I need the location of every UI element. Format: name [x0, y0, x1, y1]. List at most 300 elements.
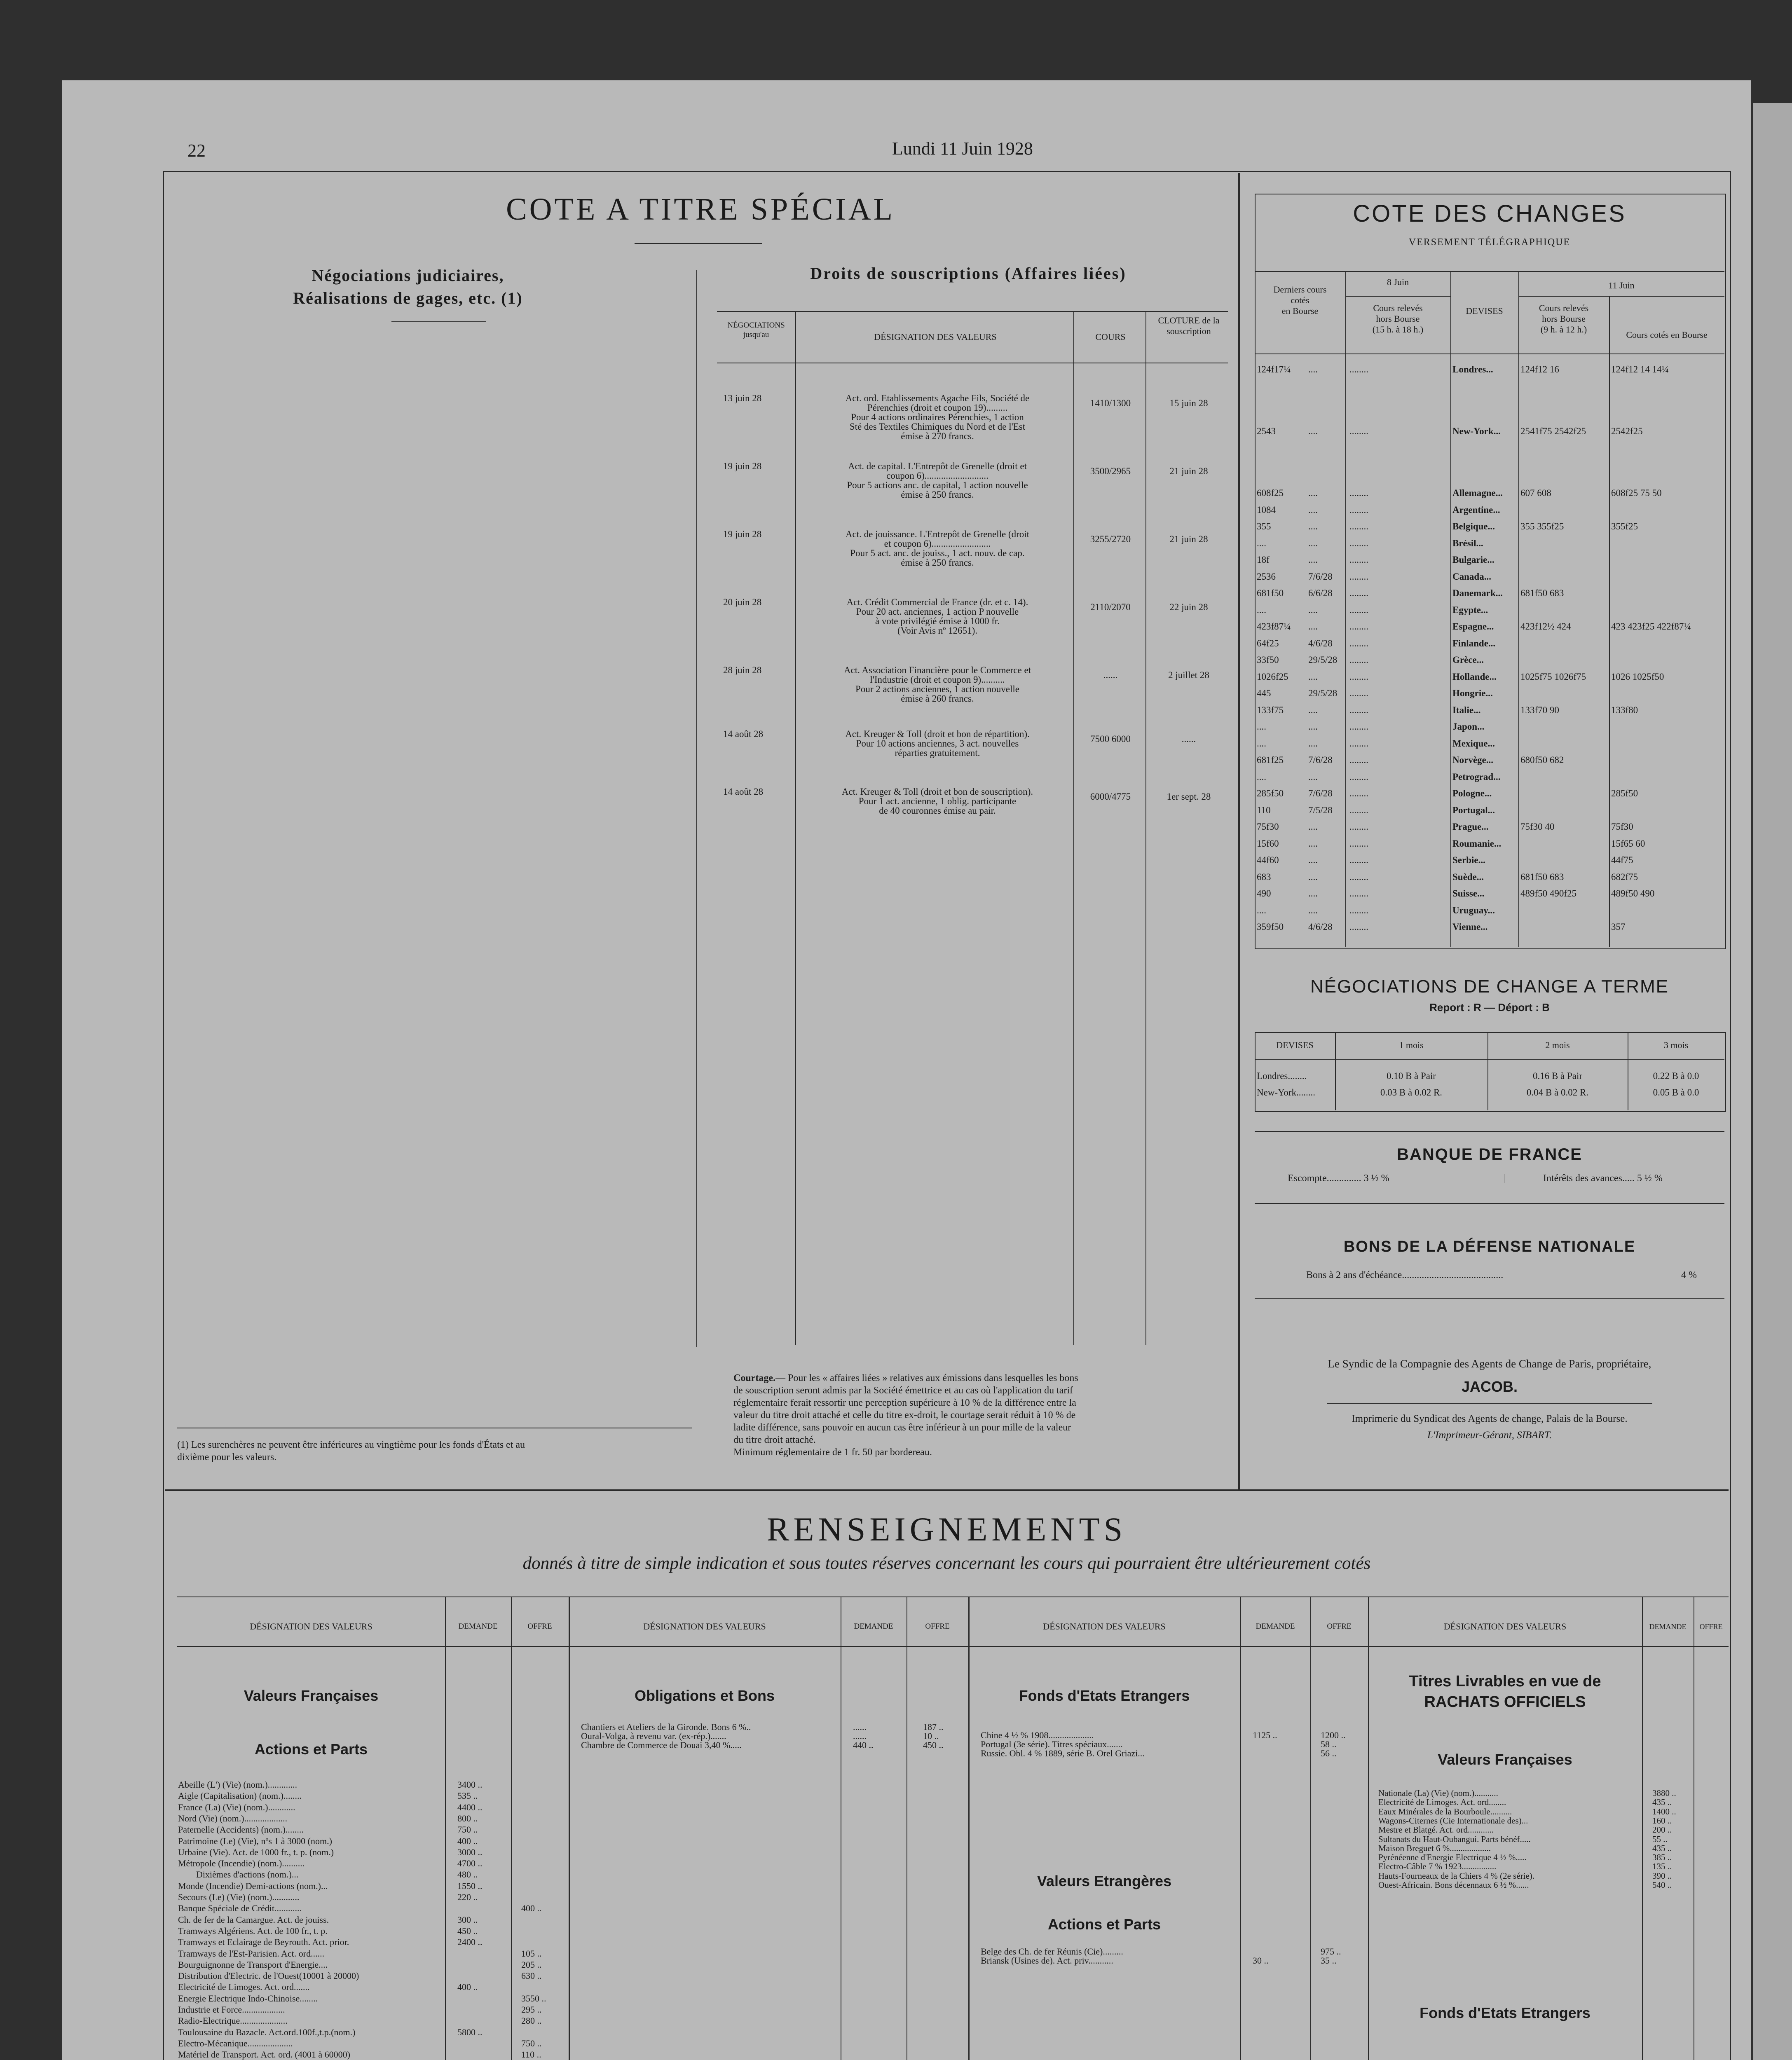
- page-date: Lundi 11 Juin 1928: [892, 138, 1033, 159]
- c4-row-demande: 160 ..: [1652, 1816, 1672, 1826]
- c3-row-offre: 56 ..: [1321, 1748, 1337, 1758]
- facing-page-edge: [1753, 103, 1792, 2060]
- droits-row-text: Act. Crédit Commercial de France (dr. et c. 14). Pour 20 act. anciennes, 1 action P nouvelle à vote privilégié émise à 1000 fr. (Voir Avis nº 12651).: [846, 597, 1028, 636]
- droits-row-date: 19 juin 28: [723, 529, 762, 539]
- changes-row-last: 423f87¼: [1257, 621, 1291, 632]
- c1-row-demande: 480 ..: [457, 1869, 478, 1880]
- c1-row-label: Patrimoine (Le) (Vie), nºs 1 à 3000 (nom.): [178, 1836, 332, 1846]
- c1-row-label: Banque Spéciale de Crédit............: [178, 1903, 302, 1913]
- changes-row-last: 681f25: [1257, 755, 1284, 765]
- c4-heading-valeurs: Valeurs Françaises: [1438, 1751, 1572, 1768]
- changes-row-leader: ........: [1349, 538, 1368, 548]
- c1-row-demande: 750 ..: [457, 1824, 478, 1835]
- droits-col-cours: COURS: [1095, 332, 1126, 342]
- droits-row-cloture: ......: [1181, 734, 1196, 744]
- c4-row-demande: 435 ..: [1652, 1843, 1672, 1853]
- changes-col-releves-hors: Cours relevés hors Bourse (15 h. à 18 h.): [1372, 303, 1424, 335]
- changes-row-hors-bourse: 75f30 40: [1520, 822, 1555, 832]
- c1-heading-actions: Actions et Parts: [254, 1741, 368, 1758]
- renseignements-head-bottom: [177, 1646, 1729, 1647]
- changes-col-cotes: Cours cotés en Bourse: [1626, 330, 1708, 340]
- changes-row-leader: ........: [1349, 705, 1368, 715]
- changes-col-line: [1345, 271, 1346, 947]
- changes-row-devise: Londres...: [1452, 365, 1493, 375]
- changes-row-last: 608f25: [1257, 488, 1284, 498]
- changes-row-devise: Pologne...: [1452, 789, 1492, 798]
- changes-row-devise: Norvège...: [1452, 755, 1493, 765]
- renseignements-subtitle: donnés à titre de simple indication et sous toutes réserves concernant les cours qui pourraient être ultérieurement cotés: [522, 1554, 1371, 1573]
- changes-row-cote-bourse: 355f25: [1611, 522, 1638, 531]
- r-col-line: [1310, 1596, 1311, 2060]
- changes-row-devise: Espagne...: [1452, 622, 1494, 632]
- terme-row-devise: New-York........: [1257, 1088, 1316, 1098]
- droits-row-date: 20 juin 28: [723, 597, 762, 607]
- changes-row-hors-bourse: 607 608: [1520, 488, 1551, 498]
- droits-row-cloture: 1er sept. 28: [1167, 791, 1211, 802]
- c3-heading-valeurs-etrangeres: Valeurs Etrangères: [1037, 1873, 1172, 1889]
- changes-row-date: ....: [1308, 555, 1318, 565]
- changes-row-last: 2536: [1257, 571, 1276, 582]
- c1-row-demande: 3400 ..: [457, 1779, 483, 1790]
- imprimerie: Imprimerie du Syndicat des Agents de change, Palais de la Bourse.: [1352, 1413, 1628, 1424]
- c2-row-offre: 10 ..: [923, 1731, 939, 1741]
- c1-row-label: Monde (Incendie) Demi-actions (nom.)...: [178, 1881, 328, 1891]
- changes-row-hors-bourse: 355 355f25: [1520, 521, 1564, 531]
- changes-row-cote-bourse: 44f75: [1611, 855, 1633, 865]
- r-col-demande-2: DEMANDE: [854, 1622, 893, 1631]
- changes-row-last: 124f17¼: [1257, 364, 1291, 375]
- changes-row-date: ....: [1308, 426, 1318, 436]
- changes-row-last: 133f75: [1257, 705, 1284, 715]
- changes-row-last: 359f50: [1257, 922, 1284, 932]
- changes-row-date: 7/6/28: [1308, 571, 1333, 582]
- changes-col-11juin: 11 Juin: [1608, 280, 1635, 290]
- r-col-offre-4: OFFRE: [1699, 1622, 1723, 1631]
- banque-separator: |: [1504, 1173, 1506, 1184]
- droits-row-cloture: 22 juin 28: [1169, 602, 1208, 612]
- changes-row-leader: ........: [1349, 655, 1368, 665]
- changes-row-devise: Uruguay...: [1452, 906, 1495, 915]
- changes-row-leader: ........: [1349, 905, 1368, 915]
- changes-row-date: ....: [1308, 672, 1318, 682]
- c1-row-offre: 3550 ..: [521, 1993, 546, 2004]
- changes-row-leader: ........: [1349, 855, 1368, 865]
- c3-row-demande: 30 ..: [1253, 1955, 1269, 1966]
- c4-row-label: Nationale (La) (Vie) (nom.)...........: [1378, 1788, 1498, 1798]
- changes-row-devise: New-York...: [1452, 426, 1501, 436]
- changes-row-date: ....: [1308, 838, 1318, 849]
- droits-col-designation: DÉSIGNATION DES VALEURS: [874, 332, 997, 342]
- changes-row-leader: ........: [1349, 755, 1368, 765]
- changes-row-date: 4/6/28: [1308, 638, 1333, 648]
- changes-row-devise: Danemark...: [1452, 588, 1503, 598]
- changes-row-last: 681f50: [1257, 588, 1284, 598]
- c4-heading-rachats: RACHATS OFFICIELS: [1424, 1693, 1586, 1711]
- terme-row-2mois: 0.04 B à 0.02 R.: [1526, 1087, 1589, 1098]
- changes-row-cote-bourse: 489f50 490: [1611, 889, 1655, 899]
- changes-row-last: ....: [1257, 605, 1266, 615]
- changes-row-devise: Japon...: [1452, 722, 1485, 732]
- changes-row-date: ....: [1308, 538, 1318, 548]
- r-col-offre-1: OFFRE: [527, 1622, 552, 1631]
- c4-row-demande: 540 ..: [1652, 1880, 1672, 1890]
- c1-row-label: Aigle (Capitalisation) (nom.)........: [178, 1791, 302, 1801]
- r-col-demande-1: DEMANDE: [458, 1622, 498, 1631]
- changes-row-date: ....: [1308, 621, 1318, 632]
- c1-row-offre: 400 ..: [521, 1903, 542, 1913]
- c1-row-demande: 400 ..: [457, 1836, 478, 1846]
- droits-col-negociations: NÉGOCIATIONS jusqu'au: [727, 321, 785, 339]
- droits-row-date: 14 août 28: [723, 787, 764, 797]
- r-col-designation-1: DÉSIGNATION DES VALEURS: [250, 1621, 372, 1632]
- changes-row-devise: Serbie...: [1452, 855, 1485, 865]
- changes-row-last: 75f30: [1257, 822, 1279, 832]
- changes-row-date: ....: [1308, 521, 1318, 531]
- c1-row-offre: 280 ..: [521, 2016, 542, 2026]
- changes-row-date: 29/5/28: [1308, 655, 1338, 665]
- c4-row-demande: 385 ..: [1652, 1852, 1672, 1862]
- c1-row-label: Energie Electrique Indo-Chinoise........: [178, 1994, 318, 2004]
- c1-row-label: Dixièmes d'actions (nom.)...: [178, 1870, 299, 1880]
- r-col-designation-2: DÉSIGNATION DES VALEURS: [643, 1621, 766, 1632]
- changes-row-date: 29/5/28: [1308, 688, 1338, 698]
- c4-row-label: Pyrénéenne d'Energie Electrique 4 ½ %.....: [1378, 1852, 1527, 1862]
- c1-row-label: Nord (Vie) (nom.)...................: [178, 1814, 288, 1824]
- changes-row-cote-bourse: 75f30: [1611, 822, 1633, 832]
- droits-row-cours: ......: [1103, 670, 1118, 680]
- changes-row-cote-bourse: 423 423f25 422f87¼: [1611, 622, 1691, 632]
- changes-row-last: 64f25: [1257, 638, 1279, 648]
- c4-row-label: Mestre et Blatgé. Act. ord............: [1378, 1825, 1494, 1835]
- banque-bottom-rule: [1255, 1203, 1724, 1204]
- c4-row-demande: 3880 ..: [1652, 1788, 1676, 1798]
- changes-row-last: 355: [1257, 521, 1271, 531]
- changes-row-last: ....: [1257, 738, 1266, 749]
- c3-row-offre: 35 ..: [1321, 1955, 1337, 1966]
- changes-row-leader: ........: [1349, 721, 1368, 732]
- changes-row-date: ....: [1308, 721, 1318, 732]
- section-divider: [165, 1489, 1729, 1491]
- c1-row-offre: 105 ..: [521, 1948, 542, 1959]
- c1-row-offre: 110 ..: [521, 2049, 541, 2060]
- changes-row-last: 683: [1257, 872, 1271, 882]
- changes-row-leader: ........: [1349, 505, 1368, 515]
- c1-row-label: Ch. de fer de la Camargue. Act. de jouiss.: [178, 1915, 329, 1925]
- c4-row-label: Electro-Câble 7 % 1923................: [1378, 1861, 1497, 1871]
- changes-row-last: ....: [1257, 905, 1266, 915]
- renseignements-title: RENSEIGNEMENTS: [766, 1510, 1127, 1548]
- page-number: 22: [187, 140, 206, 161]
- c1-row-offre: 205 ..: [521, 1959, 542, 1970]
- changes-row-devise: Vienne...: [1452, 922, 1488, 932]
- c1-row-demande: 300 ..: [457, 1915, 478, 1925]
- changes-row-devise: Bulgarie...: [1452, 555, 1495, 565]
- changes-head-bottom: [1255, 353, 1724, 354]
- changes-col-derniers: Derniers cours cotés en Bourse: [1273, 284, 1327, 316]
- bons-rate: 4 %: [1681, 1270, 1697, 1280]
- c1-row-offre: 630 ..: [521, 1971, 542, 1981]
- changes-row-date: ....: [1308, 772, 1318, 782]
- c1-row-label: France (La) (Vie) (nom.)............: [178, 1802, 295, 1812]
- changes-row-devise: Roumanie...: [1452, 839, 1502, 849]
- c3-row-label: Briansk (Usines de). Act. priv...........: [981, 1956, 1113, 1966]
- changes-row-hors-bourse: 133f70 90: [1520, 705, 1559, 715]
- banque-escompte: Escompte.............. 3 ½ %: [1288, 1173, 1389, 1184]
- c3-row-offre: 975 ..: [1321, 1946, 1341, 1957]
- c2-heading-obligations: Obligations et Bons: [634, 1687, 775, 1704]
- c2-row-demande: ......: [853, 1722, 867, 1732]
- c1-row-demande: 5800 ..: [457, 2027, 483, 2037]
- changes-row-date: ....: [1308, 705, 1318, 715]
- changes-row-date: ....: [1308, 605, 1318, 615]
- changes-row-date: 7/6/28: [1308, 788, 1333, 798]
- droits-title: Droits de souscriptions (Affaires liées): [810, 264, 1127, 283]
- changes-row-last: 18f: [1257, 555, 1270, 565]
- changes-head-top: [1255, 271, 1724, 272]
- changes-row-leader: ........: [1349, 822, 1368, 832]
- c4-heading-fonds: Fonds d'Etats Etrangers: [1420, 2004, 1591, 2021]
- r-col-line: [968, 1596, 970, 2060]
- gerant: L'Imprimeur-Gérant, SIBART.: [1427, 1430, 1552, 1441]
- c4-row-label: Eaux Minérales de la Bourboule..........: [1378, 1807, 1512, 1817]
- r-col-line: [1642, 1596, 1643, 2060]
- c4-row-label: Electricité de Limoges. Act. ord........: [1378, 1797, 1506, 1807]
- droits-row-date: 19 juin 28: [723, 461, 762, 471]
- c1-row-label: Toulousaine du Bazacle. Act.ord.100f.,t.p.(nom.): [178, 2027, 356, 2037]
- droits-row-text: Act. ord. Etablissements Agache Fils, Société de Pérenchies (droit et coupon 19)......... Pour 4 actions ordinaires Pérenchies, 1 action Sté des Textiles Chimiques du Nord et de l'Est émise à 270 francs.: [845, 393, 1030, 441]
- changes-row-devise: Argentine...: [1452, 505, 1500, 515]
- renseignements-head-top: [177, 1596, 1729, 1597]
- c1-row-label: Distribution d'Electric. de l'Ouest(10001 à 20000): [178, 1971, 359, 1981]
- droits-row-cloture: 21 juin 28: [1169, 534, 1208, 544]
- droits-row-date: 13 juin 28: [723, 393, 762, 403]
- changes-col-8juin: 8 Juin: [1387, 277, 1409, 287]
- changes-row-cote-bourse: 608f25 75 50: [1611, 488, 1662, 498]
- changes-col-devises: DEVISES: [1466, 306, 1503, 316]
- changes-row-last: 285f50: [1257, 788, 1284, 798]
- changes-row-cote-bourse: 682f75: [1611, 872, 1638, 882]
- r-col-designation-3: DÉSIGNATION DES VALEURS: [1043, 1621, 1166, 1632]
- c3-row-offre: 58 ..: [1321, 1739, 1337, 1749]
- changes-row-date: ....: [1308, 364, 1318, 375]
- droits-row-cours: 3500/2965: [1090, 466, 1131, 476]
- c4-heading-titres: Titres Livrables en vue de: [1409, 1673, 1601, 1690]
- terme-row-devise: Londres........: [1257, 1071, 1307, 1081]
- banque-title: BANQUE DE FRANCE: [1397, 1145, 1582, 1163]
- imprimerie-rule: [1327, 1403, 1652, 1404]
- terme-title: NÉGOCIATIONS DE CHANGE A TERME: [1310, 976, 1669, 997]
- c4-row-label: Ouest-Africain. Bons décennaux 6 ½ %......: [1378, 1880, 1529, 1890]
- r-col-line: [569, 1596, 570, 2060]
- c1-row-demande: 3000 ..: [457, 1847, 483, 1857]
- r-col-line: [511, 1596, 512, 2060]
- changes-row-leader: ........: [1349, 638, 1368, 648]
- changes-row-devise: Italie...: [1452, 705, 1481, 715]
- c1-row-demande: 220 ..: [457, 1892, 478, 1902]
- r-col-demande-4: DEMANDE: [1649, 1622, 1687, 1631]
- changes-row-last: 110: [1257, 805, 1271, 815]
- changes-row-leader: ........: [1349, 805, 1368, 815]
- changes-row-date: ....: [1308, 872, 1318, 882]
- changes-row-devise: Hongrie...: [1452, 688, 1493, 698]
- changes-row-date: ....: [1308, 905, 1318, 915]
- droits-row-cloture: 2 juillet 28: [1168, 670, 1209, 680]
- changes-row-leader: ........: [1349, 588, 1368, 598]
- c4-row-label: Hauts-Fourneaux de la Chiers 4 % (2e série).: [1378, 1871, 1535, 1881]
- changes-row-devise: Mexique...: [1452, 739, 1495, 749]
- c1-heading-valeurs: Valeurs Françaises: [244, 1687, 379, 1704]
- footnote: (1) Les surenchères ne peuvent être inférieures au vingtième pour les fonds d'États et au dixième pour les valeurs.: [177, 1440, 525, 1463]
- changes-row-leader: ........: [1349, 571, 1368, 582]
- c4-row-label: Wagons-Citernes (Cie Internationale des)...: [1378, 1816, 1528, 1826]
- r-col-line: [1368, 1596, 1369, 2060]
- droits-row-cours: 7500 6000: [1090, 734, 1131, 744]
- c3-row-label: Russie. Obl. 4 % 1889, série B. Orel Griazi...: [981, 1749, 1145, 1758]
- changes-row-leader: ........: [1349, 888, 1368, 899]
- terme-head-rule: [1255, 1059, 1724, 1060]
- courtage-text: — Pour les « affaires liées » relatives aux émissions dans lesquelles les bons de souscription seront admis par la Société émettrice et au cas où l'application du tarif réglementaire ferait ressortir une perception supérieure à 10 % de la différence entre la valeur du titre droit attaché et celle du titre ex-droit, le courtage serait réduit à 10 % de ladite différence, sans pouvoir en aucun cas être inférieur à un pour mille de la valeur du titre droit attaché. Minimum réglementaire de 1 fr. 50 par bordereau.: [733, 1373, 1078, 1458]
- c1-row-label: Abeille (L') (Vie) (nom.).............: [178, 1780, 297, 1790]
- c1-row-label: Urbaine (Vie). Act. de 1000 fr., t. p. (nom.): [178, 1847, 334, 1857]
- changes-row-devise: Brésil...: [1452, 538, 1483, 548]
- c1-row-label: Electricité de Limoges. Act. ord.......: [178, 1982, 310, 1992]
- changes-row-devise: Petrograd...: [1452, 772, 1501, 782]
- changes-row-hors-bourse: 423f12½ 424: [1520, 621, 1571, 632]
- changes-row-leader: ........: [1349, 605, 1368, 615]
- changes-row-devise: Grèce...: [1452, 655, 1484, 665]
- c4-row-demande: 435 ..: [1652, 1797, 1672, 1807]
- terme-row-3mois: 0.05 B à 0.0: [1653, 1088, 1699, 1098]
- droits-row-cours: 2110/2070: [1090, 602, 1131, 612]
- changes-col-releves-9h: Cours relevés hors Bourse (9 h. à 12 h.): [1539, 303, 1589, 335]
- c1-row-label: Métropole (Incendie) (nom.)..........: [178, 1859, 305, 1868]
- changes-row-date: ....: [1308, 888, 1318, 899]
- c1-row-label: Radio-Electrique.....................: [178, 2016, 288, 2026]
- changes-row-hors-bourse: 681f50 683: [1520, 588, 1564, 598]
- changes-row-cote-bourse: 285f50: [1611, 789, 1638, 798]
- c2-row-label: Chambre de Commerce de Douai 3,40 %.....: [581, 1740, 742, 1750]
- c3-row-label: Belge des Ch. de fer Réunis (Cie).........: [981, 1947, 1123, 1957]
- syndic: Le Syndic de la Compagnie des Agents de Change de Paris, propriétaire,: [1328, 1358, 1651, 1370]
- c4-row-demande: 135 ..: [1652, 1861, 1672, 1871]
- r-col-offre-2: OFFRE: [925, 1622, 950, 1631]
- droits-row-text: Act. de jouissance. L'Entrepôt de Grenelle (droit et coupon 6)......................... Pour 5 act. anc. de jouiss., 1 act. nouv. de cap. émise à 250 francs.: [845, 529, 1030, 568]
- c4-row-label: Maison Breguet 6 %...................: [1378, 1843, 1491, 1853]
- r-col-offre-3: OFFRE: [1327, 1622, 1352, 1631]
- changes-row-last: 490: [1257, 888, 1271, 899]
- c1-row-demande: 535 ..: [457, 1791, 478, 1801]
- changes-row-date: ....: [1308, 505, 1318, 515]
- changes-row-cote-bourse: 2542f25: [1611, 426, 1643, 436]
- changes-row-leader: ........: [1349, 672, 1368, 682]
- changes-row-devise: Suède...: [1452, 872, 1484, 882]
- changes-row-leader: ........: [1349, 922, 1368, 932]
- c3-row-label: Portugal (3e série). Titres spéciaux.......: [981, 1739, 1123, 1749]
- changes-row-leader: ........: [1349, 488, 1368, 498]
- changes-row-leader: ........: [1349, 738, 1368, 749]
- terme-col-3mois: 3 mois: [1663, 1040, 1689, 1050]
- r-col-demande-3: DEMANDE: [1256, 1622, 1295, 1631]
- c1-row-demande: 4700 ..: [457, 1858, 483, 1868]
- changes-head-mid: [1345, 296, 1450, 297]
- changes-row-leader: ........: [1349, 621, 1368, 632]
- terme-row-2mois: 0.16 B à Pair: [1532, 1071, 1583, 1081]
- changes-row-date: 4/6/28: [1308, 922, 1333, 932]
- droits-table-top: [717, 311, 1228, 312]
- bons-title: BONS DE LA DÉFENSE NATIONALE: [1343, 1238, 1636, 1255]
- changes-row-date: 7/6/28: [1308, 755, 1333, 765]
- changes-row-hors-bourse: 1025f75 1026f75: [1520, 672, 1586, 682]
- changes-row-devise: Hollande...: [1452, 672, 1497, 682]
- changes-row-last: 1026f25: [1257, 672, 1288, 682]
- droits-row-text: Act. Kreuger & Toll (droit et bon de répartition). Pour 10 actions anciennes, 3 act. nouvelles réparties gratuitement.: [845, 729, 1030, 758]
- title-rule: [635, 243, 762, 244]
- terme-row-1mois: 0.10 B à Pair: [1386, 1071, 1436, 1081]
- c1-row-label: Bourguignonne de Transport d'Energie....: [178, 1960, 328, 1970]
- c2-row-demande: ......: [853, 1731, 867, 1741]
- changes-row-devise: Belgique...: [1452, 522, 1495, 531]
- changes-head-mid: [1518, 296, 1724, 297]
- changes-row-date: ....: [1308, 855, 1318, 865]
- changes-row-devise: Allemagne...: [1452, 488, 1503, 498]
- changes-row-last: 15f60: [1257, 838, 1279, 849]
- c1-row-label: Industrie et Force...................: [178, 2005, 285, 2015]
- c2-row-offre: 187 ..: [923, 1722, 944, 1732]
- changes-col-line: [1609, 296, 1610, 947]
- c1-row-label: Tramways Algériens. Act. de 100 fr., t. p.: [178, 1926, 328, 1936]
- c1-row-demande: 4400 ..: [457, 1802, 483, 1812]
- changes-row-leader: ........: [1349, 688, 1368, 698]
- terme-row-3mois: 0.22 B à 0.0: [1653, 1071, 1699, 1081]
- r-col-designation-4: DÉSIGNATION DES VALEURS: [1443, 1621, 1567, 1632]
- courtage-note: [733, 1372, 1228, 1458]
- changes-row-devise: Egypte...: [1452, 605, 1488, 615]
- center-divider: [1238, 173, 1240, 1489]
- changes-title: COTE DES CHANGES: [1353, 200, 1626, 227]
- changes-row-hors-bourse: 680f50 682: [1520, 755, 1564, 765]
- changes-row-date: ....: [1308, 822, 1318, 832]
- changes-row-cote-bourse: 133f80: [1611, 705, 1638, 715]
- c2-row-label: Oural-Volga, à revenu var. (ex-rép.).......: [581, 1731, 726, 1741]
- changes-row-leader: ........: [1349, 838, 1368, 849]
- terme-col-2mois: 2 mois: [1545, 1040, 1570, 1050]
- c1-row-offre: 295 ..: [521, 2004, 542, 2015]
- bons-bottom-rule: [1255, 1298, 1724, 1299]
- droits-row-text: Act. de capital. L'Entrepôt de Grenelle (droit et coupon 6)........................... Pour 5 actions anc. de capital, 1 action nouvelle émise à 250 francs.: [847, 461, 1028, 500]
- changes-row-date: 7/5/28: [1308, 805, 1333, 815]
- changes-row-last: 2543: [1257, 426, 1276, 436]
- changes-col-line: [1450, 271, 1451, 947]
- droits-row-cloture: 21 juin 28: [1169, 466, 1208, 476]
- droits-col-cloture: CLOTURE de la souscription: [1158, 315, 1220, 336]
- changes-row-leader: ........: [1349, 521, 1368, 531]
- c1-row-label: Electro-Mécanique....................: [178, 2039, 293, 2048]
- droits-row-text: Act. Association Financière pour le Commerce et l'Industrie (droit et coupon 9).......... Pour 2 actions anciennes, 1 action nouvelle émise à 260 francs.: [843, 665, 1031, 704]
- c1-row-demande: 450 ..: [457, 1926, 478, 1936]
- changes-row-cote-bourse: 124f12 14 14¼: [1611, 365, 1669, 375]
- jacob: JACOB.: [1461, 1378, 1518, 1395]
- c4-row-demande: 390 ..: [1652, 1871, 1672, 1881]
- changes-row-hors-bourse: 489f50 490f25: [1520, 888, 1577, 899]
- c4-row-demande: 1400 ..: [1652, 1807, 1676, 1817]
- changes-row-leader: ........: [1349, 788, 1368, 798]
- terme-row-1mois: 0.03 B à 0.02 R.: [1380, 1087, 1443, 1098]
- droits-col-line: [795, 311, 796, 1345]
- c1-row-demande: 400 ..: [457, 1982, 478, 1992]
- changes-row-last: 44f60: [1257, 855, 1279, 865]
- terme-col-devises: DEVISES: [1276, 1040, 1314, 1050]
- droits-row-date: 14 août 28: [723, 729, 764, 739]
